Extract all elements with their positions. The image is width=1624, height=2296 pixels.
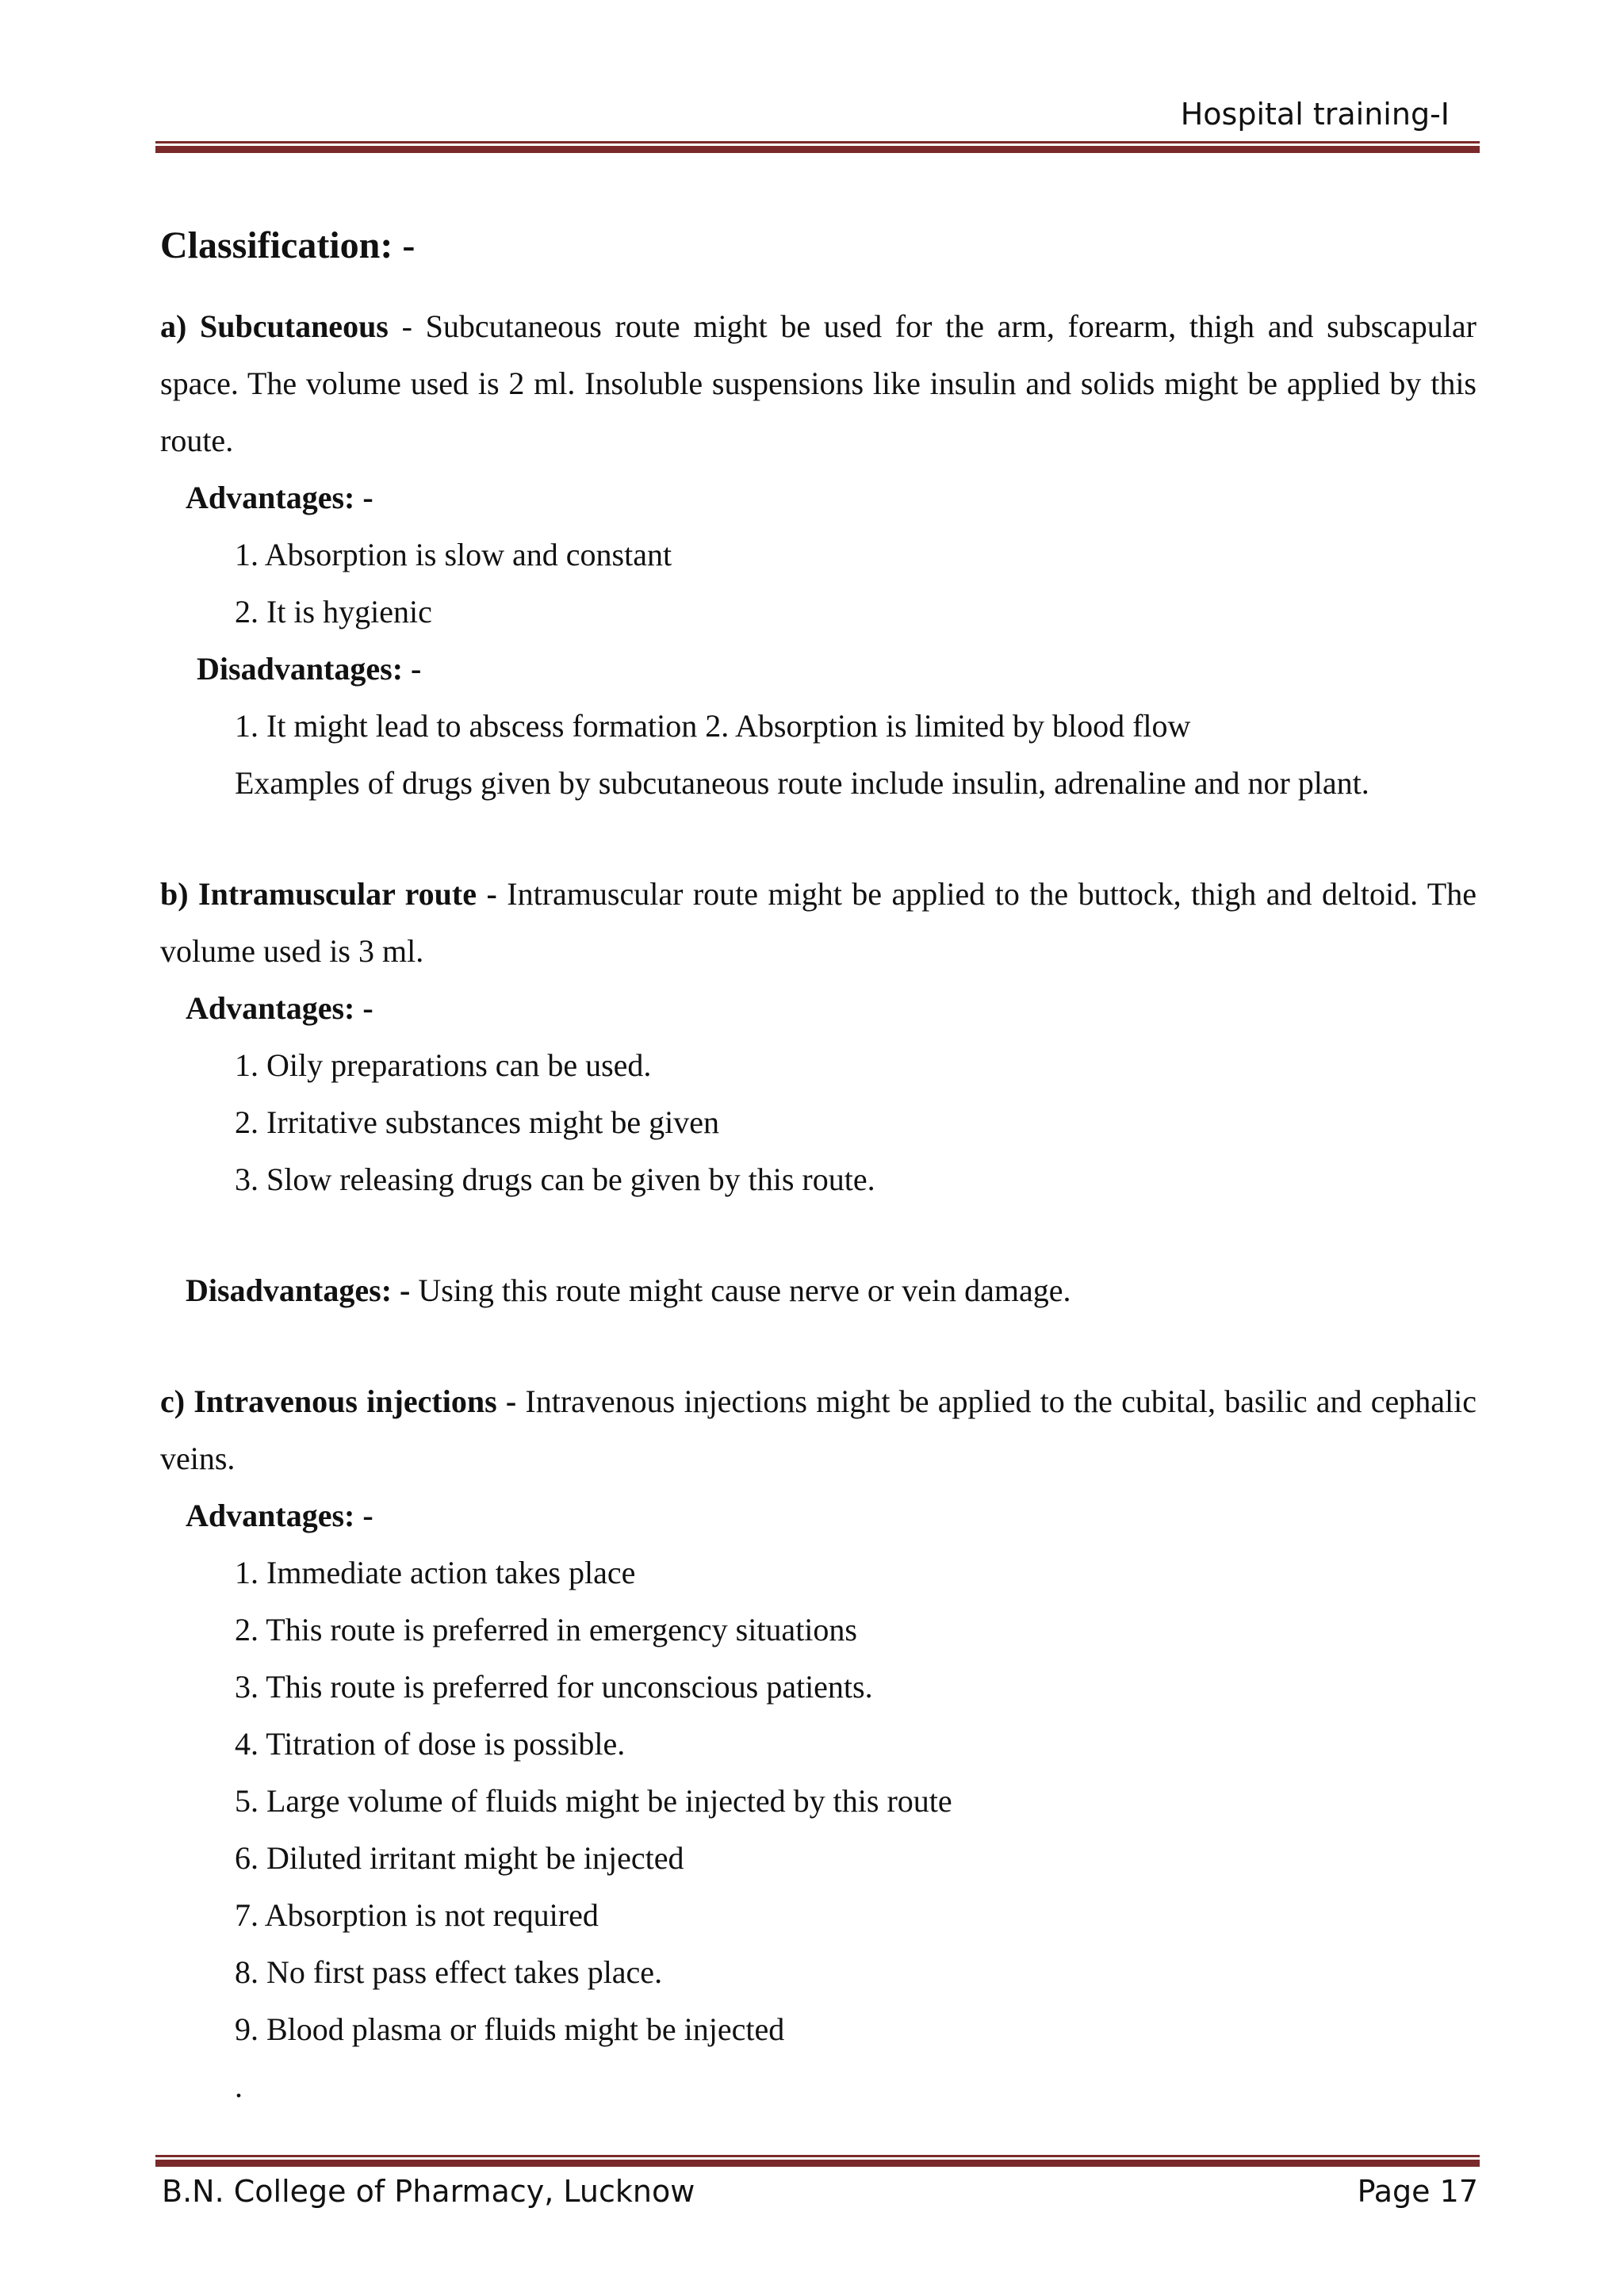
list-item: 5. Large volume of fluids might be injected by this route xyxy=(235,1783,952,1819)
list-item: 3. This route is preferred for unconscious patients. xyxy=(235,1669,873,1705)
list-item: 2. It is hygienic xyxy=(235,594,432,629)
intramuscular-disadvantages-text: Using this route might cause nerve or vein damage. xyxy=(410,1272,1071,1308)
intramuscular-advantages-label: Advantages: - xyxy=(186,990,373,1026)
subcutaneous-label: a) Subcutaneous xyxy=(160,308,389,344)
subcutaneous-disadvantages-label: Disadvantages: - xyxy=(197,651,422,687)
document-body xyxy=(160,222,1477,2115)
list-item: 7. Absorption is not required xyxy=(235,1897,599,1933)
intramuscular-label: b) Intramuscular route - xyxy=(160,876,497,912)
list-item: 2. Irritative substances might be given xyxy=(235,1104,719,1140)
intravenous-label: c) Intravenous injections - xyxy=(160,1383,517,1419)
intramuscular-paragraph xyxy=(160,866,1477,980)
subcutaneous-advantages-label: Advantages: - xyxy=(186,480,373,515)
section-heading: Classification: - xyxy=(160,224,416,266)
intramuscular-text: Intramuscular route might be applied to the buttock, thigh and deltoid. The volume used is 3 ml. xyxy=(160,876,1477,969)
intravenous-paragraph xyxy=(160,1373,1477,1487)
footer-rule xyxy=(155,2155,1480,2167)
list-item: 1. It might lead to abscess formation 2. Absorption is limited by blood flow xyxy=(235,708,1191,744)
subcutaneous-paragraph xyxy=(160,298,1477,469)
list-item: 6. Diluted irritant might be injected xyxy=(235,1840,684,1876)
list-item: 3. Slow releasing drugs can be given by this route. xyxy=(235,1161,875,1197)
list-item: 1. Absorption is slow and constant xyxy=(235,537,672,572)
intravenous-text: Intravenous injections might be applied to the cubital, basilic and cephalic veins. xyxy=(160,1383,1477,1476)
page-header-title: Hospital training-I xyxy=(1180,97,1450,132)
intravenous-advantages-label: Advantages: - xyxy=(186,1498,373,1533)
trailing-period: . xyxy=(235,2068,243,2104)
subcutaneous-examples: Examples of drugs given by subcutaneous route include insulin, adrenaline and nor plant. xyxy=(235,765,1369,801)
intramuscular-disadvantages xyxy=(160,1262,1477,1319)
list-item: 2. This route is preferred in emergency situations xyxy=(235,1612,857,1647)
footer-page-number: Page 17 xyxy=(1357,2174,1478,2209)
list-item: 8. No first pass effect takes place. xyxy=(235,1954,663,1990)
footer-college-name: B.N. College of Pharmacy, Lucknow xyxy=(162,2174,695,2209)
intramuscular-disadvantages-label: Disadvantages: - xyxy=(186,1272,411,1308)
list-item: 9. Blood plasma or fluids might be injected xyxy=(235,2011,785,2047)
list-item: 4. Titration of dose is possible. xyxy=(235,1726,626,1762)
header-rule xyxy=(155,141,1480,153)
list-item: 1. Immediate action takes place xyxy=(235,1555,636,1590)
list-item: 1. Oily preparations can be used. xyxy=(235,1047,652,1083)
subcutaneous-text: - Subcutaneous route might be used for the arm, forearm, thigh and subscapular space. The volume used is 2 ml. Insoluble suspensions like insulin and solids might be applied by this route. xyxy=(160,308,1477,458)
